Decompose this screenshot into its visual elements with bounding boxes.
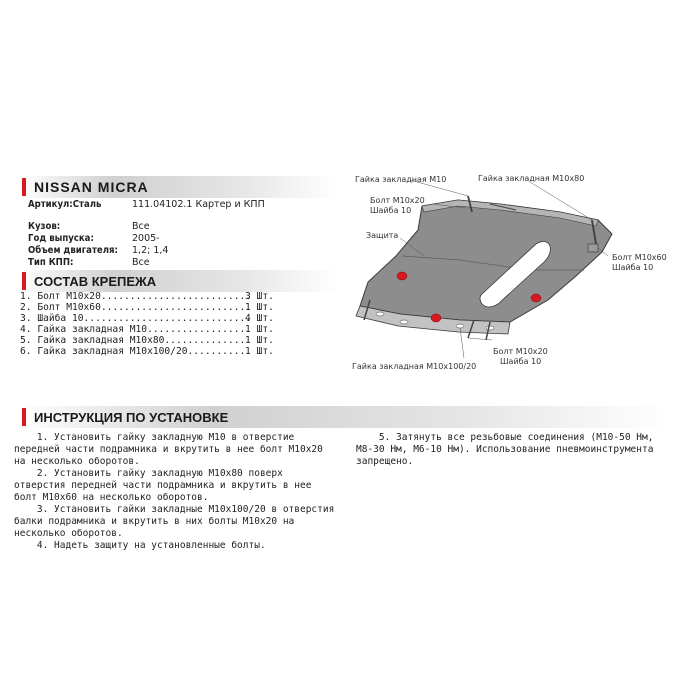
instructions-accent — [22, 408, 26, 426]
instruction-line: 2. Установить гайку закладную М10х80 поверх — [14, 468, 283, 479]
spec-value: 1,2; 1,4 — [132, 245, 169, 256]
page-title: NISSAN MICRA — [34, 179, 149, 195]
callout-label: Болт М10х20 — [370, 196, 425, 205]
fastener-name: 2. Болт М10х60.......................... — [20, 302, 252, 313]
instruction-line: на несколько оборотов. — [14, 456, 140, 467]
instruction-line: 1. Установить гайку закладную М10 в отверстие — [14, 432, 295, 443]
fastener-qty: 1 Шт. — [245, 335, 274, 346]
instruction-line: балки подрамника и вкрутить в них болты М10х20 на — [14, 516, 295, 527]
callout-label: Болт М10х60 — [612, 253, 667, 262]
instruction-line: болт М10х60 на несколько оборотов. — [14, 492, 209, 503]
spec-value: 2005- — [132, 233, 160, 244]
spec-label: Объем двигателя: — [28, 245, 118, 256]
instruction-line: несколько оборотов. — [14, 528, 123, 539]
bolt-marker — [431, 314, 441, 322]
fastener-qty: 1 Шт. — [245, 302, 274, 313]
fasteners-heading: СОСТАВ КРЕПЕЖА — [34, 274, 157, 289]
leader-line — [468, 338, 492, 340]
instruction-line: запрещено. — [356, 456, 414, 467]
flange-hole — [400, 320, 408, 324]
fastener-qty: 1 Шт. — [245, 346, 274, 357]
fastener-name: 3. Шайба 10............................. — [20, 313, 252, 324]
article-label: Артикул:Сталь — [28, 199, 102, 210]
fastener-name: 1. Болт М10х20.......................... — [20, 291, 252, 302]
callout-label: Шайба 10 — [612, 263, 654, 272]
callout-label: Болт М10х20 — [493, 347, 548, 356]
instruction-line: 5. Затянуть все резьбовые соединения (М10-50 Нм, — [356, 432, 654, 443]
fasteners-accent — [22, 272, 26, 290]
article-value: 111.04102.1 Картер и КПП — [132, 199, 265, 210]
instruction-line: М8-30 Нм, М6-10 Нм). Использование пневмоинструмента — [356, 444, 654, 455]
callout-label: Шайба 10 — [500, 357, 542, 366]
fastener-qty: 3 Шт. — [245, 291, 274, 302]
callout-label: Гайка закладная М10х100/20 — [352, 362, 477, 371]
callout-label: Шайба 10 — [370, 206, 412, 215]
fastener-name: 5. Гайка закладная М10х80............... — [20, 335, 252, 346]
bolt-marker — [531, 294, 541, 302]
callout-label: Гайка закладная М10 — [355, 175, 447, 184]
fastener-name: 4. Гайка закладная М10.................. — [20, 324, 252, 335]
instructions-heading: ИНСТРУКЦИЯ ПО УСТАНОВКЕ — [34, 410, 229, 425]
flange-hole — [486, 326, 494, 330]
flange-hole — [456, 324, 464, 328]
instruction-line: передней части подрамника и вкрутить в нее болт М10х20 — [14, 444, 323, 455]
right-nut — [588, 244, 598, 252]
fastener-qty: 1 Шт. — [245, 324, 274, 335]
spec-value: Все — [132, 257, 150, 268]
instruction-line: отверстия передней части подрамника и вкрутить в нее — [14, 480, 312, 491]
fastener-qty: 4 Шт. — [245, 313, 274, 324]
spec-label: Кузов: — [28, 221, 61, 232]
spec-value: Все — [132, 221, 150, 232]
bolt-marker — [397, 272, 407, 280]
fastener-name: 6. Гайка закладная М10х100/20........... — [20, 346, 252, 357]
spec-label: Год выпуска: — [28, 233, 94, 244]
callout-label: Гайка закладная М10х80 — [478, 174, 585, 183]
spec-label: Тип КПП: — [28, 257, 74, 268]
instruction-line: 4. Надеть защиту на установленные болты. — [14, 540, 266, 551]
callout-label: Защита — [366, 231, 399, 240]
instruction-line: 3. Установить гайки закладные М10х100/20 в отверстия — [14, 504, 335, 515]
title-accent — [22, 178, 26, 196]
flange-hole — [376, 312, 384, 316]
